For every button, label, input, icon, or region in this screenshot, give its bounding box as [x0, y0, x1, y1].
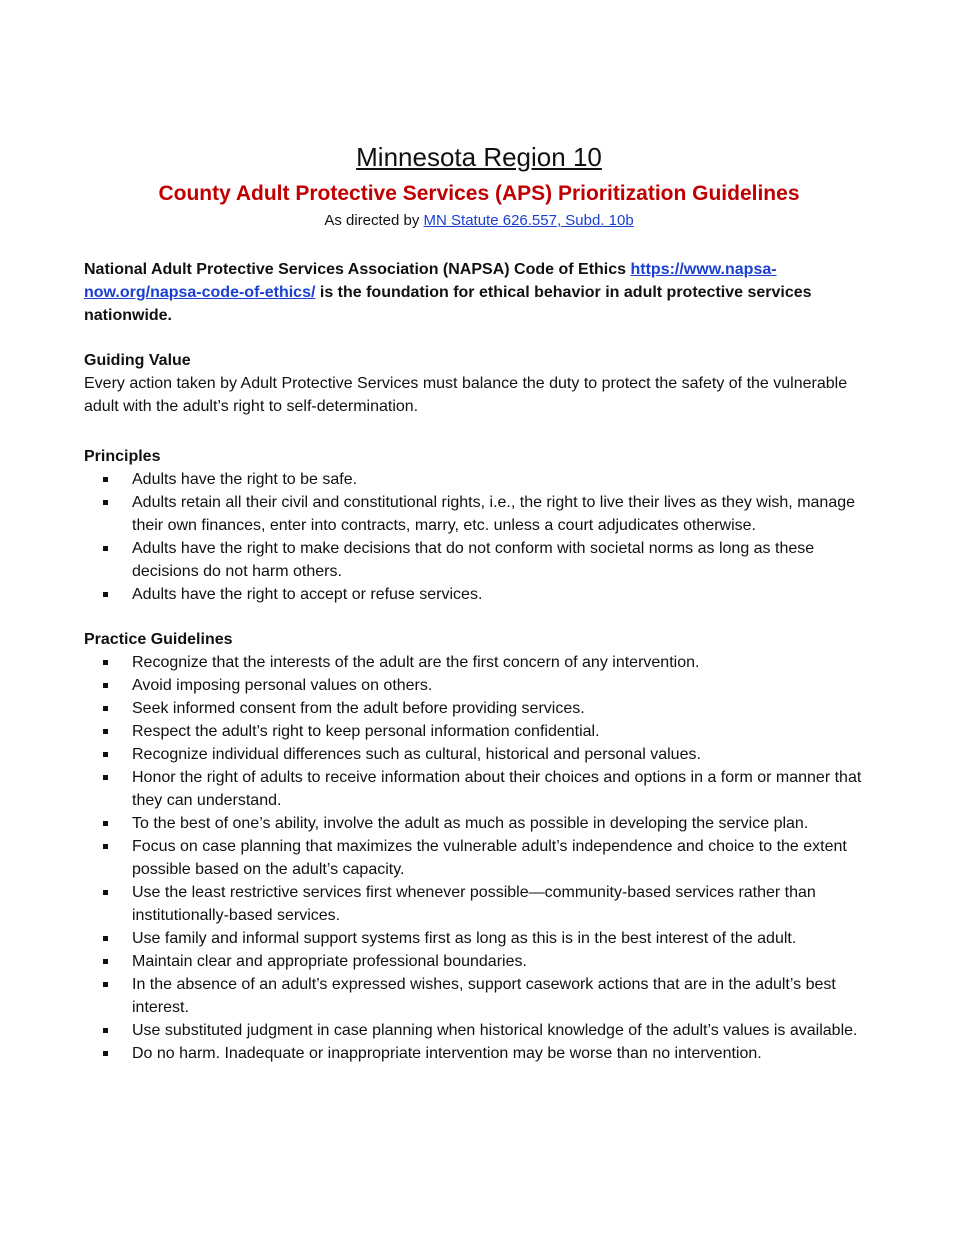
list-item-text: Use the least restrictive services first whenever possible—community-based services rather than institutionally-based services. — [132, 884, 816, 924]
intro-text-after: is the foundation for ethical behavior in adult protective services nationwide. — [84, 284, 812, 324]
principles-list — [84, 468, 874, 606]
list-item-text: Do no harm. Inadequate or inappropriate intervention may be worse than no intervention. — [132, 1045, 762, 1062]
list-item-text: Avoid imposing personal values on others. — [132, 677, 433, 694]
bullet-icon — [103, 500, 108, 505]
bullet-icon — [103, 890, 108, 895]
bullet-icon — [103, 592, 108, 597]
list-item — [84, 491, 874, 537]
list-item-text: Seek informed consent from the adult before providing services. — [132, 700, 585, 717]
bullet-icon — [103, 775, 108, 780]
practice-guidelines-heading: Practice Guidelines — [84, 631, 233, 648]
list-item-text: Honor the right of adults to receive information about their choices and options in a form or manner that they can understand. — [132, 769, 862, 809]
bullet-icon — [103, 982, 108, 987]
list-item — [84, 881, 874, 927]
list-item — [84, 697, 874, 720]
bullet-icon — [103, 706, 108, 711]
intro-paragraph — [84, 258, 874, 327]
bullet-icon — [103, 752, 108, 757]
bullet-icon — [103, 1028, 108, 1033]
directed-by-line — [84, 210, 874, 232]
list-item-text: Respect the adult’s right to keep personal information confidential. — [132, 723, 600, 740]
page-subtitle: County Adult Protective Services (APS) Prioritization Guidelines — [158, 182, 800, 205]
list-item — [84, 468, 874, 491]
list-item-text: Recognize individual differences such as cultural, historical and personal values. — [132, 746, 701, 763]
page-title: Minnesota Region 10 — [356, 142, 602, 172]
list-item — [84, 583, 874, 606]
bullet-icon — [103, 729, 108, 734]
bullet-icon — [103, 821, 108, 826]
list-item — [84, 835, 874, 881]
list-item — [84, 537, 874, 583]
bullet-icon — [103, 959, 108, 964]
list-item — [84, 1019, 874, 1042]
bullet-icon — [103, 660, 108, 665]
list-item-text: Adults have the right to make decisions that do not conform with societal norms as long as these decisions do not harm others. — [132, 540, 815, 580]
list-item-text: Adults retain all their civil and constitutional rights, i.e., the right to live their lives as they wish, manage their own finances, enter into contracts, marry, etc. unless a court adjudicates otherwise. — [132, 494, 856, 534]
principles-heading: Principles — [84, 448, 161, 465]
principles-section — [84, 445, 874, 606]
guiding-value-text: Every action taken by Adult Protective Services must balance the duty to protect the safety of the vulnerable adult with the adult’s right to self-determination. — [84, 375, 848, 415]
intro-text-before: National Adult Protective Services Association (NAPSA) Code of Ethics — [84, 261, 631, 278]
list-item — [84, 927, 874, 950]
list-item-text: Maintain clear and appropriate professional boundaries. — [132, 953, 527, 970]
napsa-code-link[interactable]: https://www.napsa-now.org/napsa-code-of-ethics/ — [84, 261, 777, 301]
list-item — [84, 720, 874, 743]
bullet-icon — [103, 477, 108, 482]
bullet-icon — [103, 844, 108, 849]
bullet-icon — [103, 546, 108, 551]
bullet-icon — [103, 1051, 108, 1056]
list-item-text: Adults have the right to be safe. — [132, 471, 358, 488]
statute-link[interactable]: MN Statute 626.557, Subd. 10b — [423, 212, 634, 229]
list-item — [84, 812, 874, 835]
list-item — [84, 651, 874, 674]
list-item-text: Use family and informal support systems first as long as this is in the best interest of the adult. — [132, 930, 797, 947]
guiding-value-section — [84, 349, 874, 418]
list-item — [84, 766, 874, 812]
directed-by-prefix: As directed by — [324, 212, 424, 229]
list-item-text: Use substituted judgment in case planning when historical knowledge of the adult’s values is available. — [132, 1022, 858, 1039]
guiding-value-heading: Guiding Value — [84, 352, 191, 369]
list-item-text: Recognize that the interests of the adult are the first concern of any intervention. — [132, 654, 700, 671]
list-item-text: Adults have the right to accept or refuse services. — [132, 586, 483, 603]
bullet-icon — [103, 936, 108, 941]
list-item — [84, 950, 874, 973]
list-item — [84, 674, 874, 697]
list-item-text: Focus on case planning that maximizes the vulnerable adult’s independence and choice to the extent possible based on the adult’s capacity. — [132, 838, 847, 878]
list-item-text: In the absence of an adult’s expressed wishes, support casework actions that are in the adult’s best interest. — [132, 976, 836, 1016]
list-item — [84, 1042, 874, 1065]
bullet-icon — [103, 683, 108, 688]
list-item — [84, 973, 874, 1019]
practice-guidelines-section — [84, 628, 874, 1065]
list-item-text: To the best of one’s ability, involve the adult as much as possible in developing the service plan. — [132, 815, 809, 832]
practice-guidelines-list — [84, 651, 874, 1065]
list-item — [84, 743, 874, 766]
